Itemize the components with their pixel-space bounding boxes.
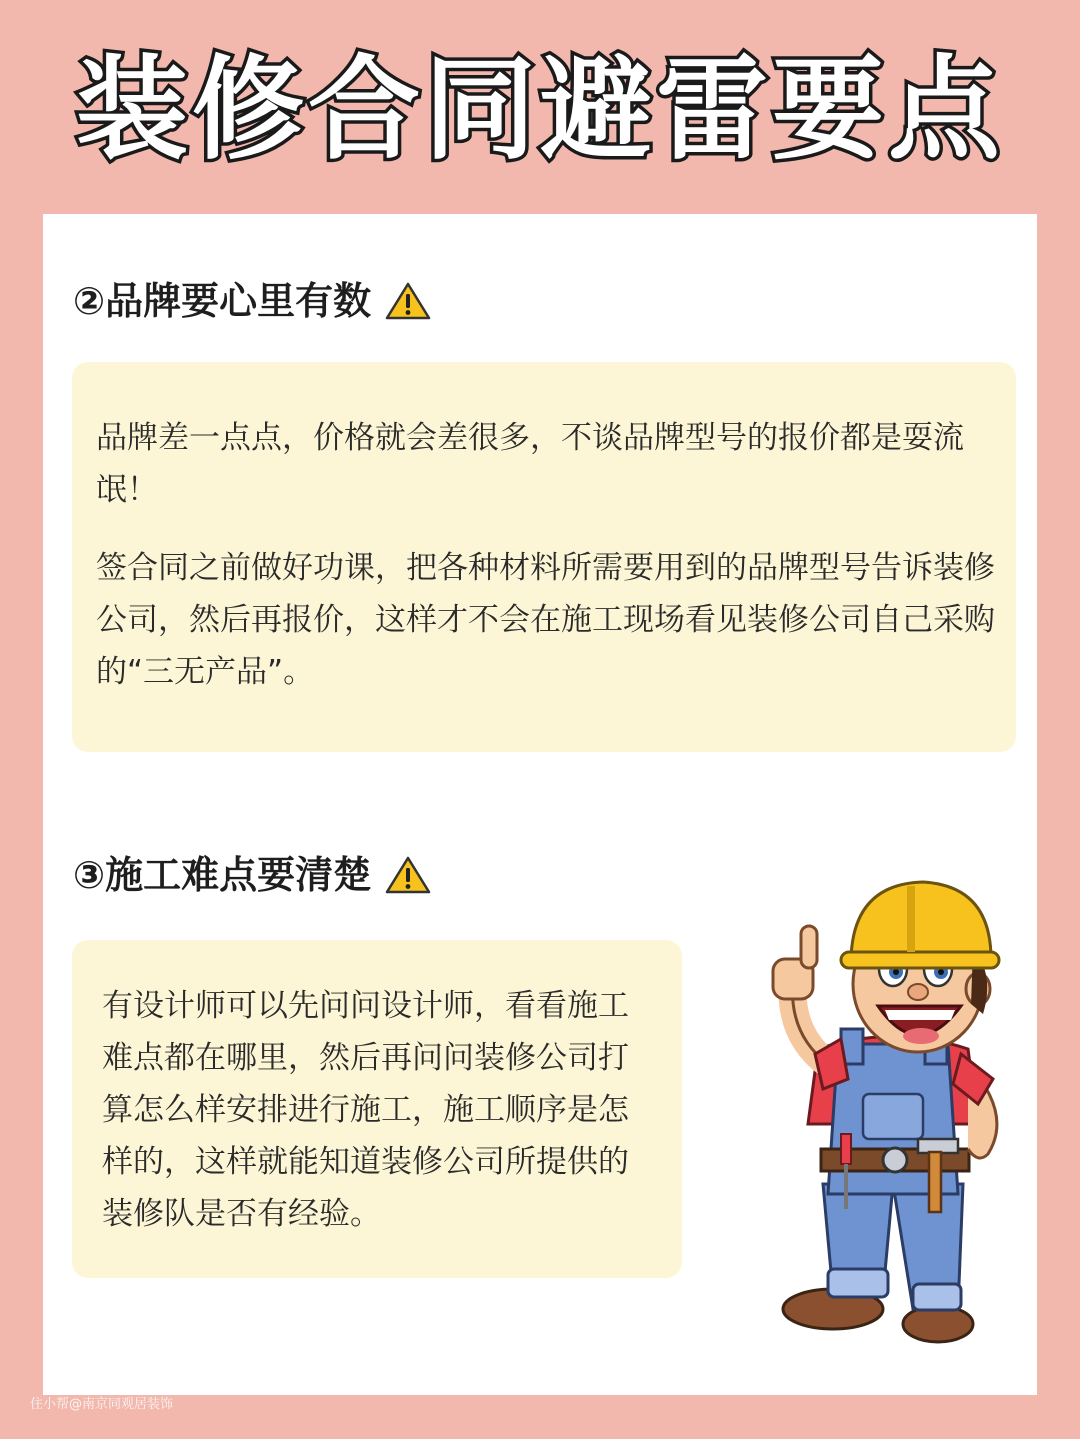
brand-note-box (72, 362, 1016, 752)
warning-icon (385, 855, 431, 895)
section-heading-brand (73, 276, 431, 326)
section-heading-construction (73, 850, 431, 900)
section-heading-text: ②品牌要心里有数 (73, 279, 372, 323)
construction-paragraph-1: 有设计师可以先问问设计师，看看施工难点都在哪里，然后再问问装修公司打算怎么样安排进行施工，施工顺序是怎样的，这样就能知道装修公司所提供的装修队是否有经验。 (102, 988, 629, 1232)
construction-note-box (72, 940, 682, 1278)
brand-paragraph-1: 品牌差一点点，价格就会差很多，不谈品牌型号的报价都是耍流氓！ (96, 420, 964, 508)
page-title: 装修合同避雷要点 (76, 45, 1004, 175)
brand-paragraph-2: 签合同之前做好功课，把各种材料所需要用到的品牌型号告诉装修公司，然后再报价，这样才不会在施工现场看见装修公司自己采购的“三无产品”。 (96, 550, 995, 690)
content-card (43, 214, 1037, 1395)
construction-worker-illustration (733, 864, 1003, 1344)
watermark: 住小帮@南京同观居装饰 (30, 1397, 174, 1412)
warning-icon (385, 281, 431, 321)
section-heading-text: ③施工难点要清楚 (73, 853, 372, 897)
